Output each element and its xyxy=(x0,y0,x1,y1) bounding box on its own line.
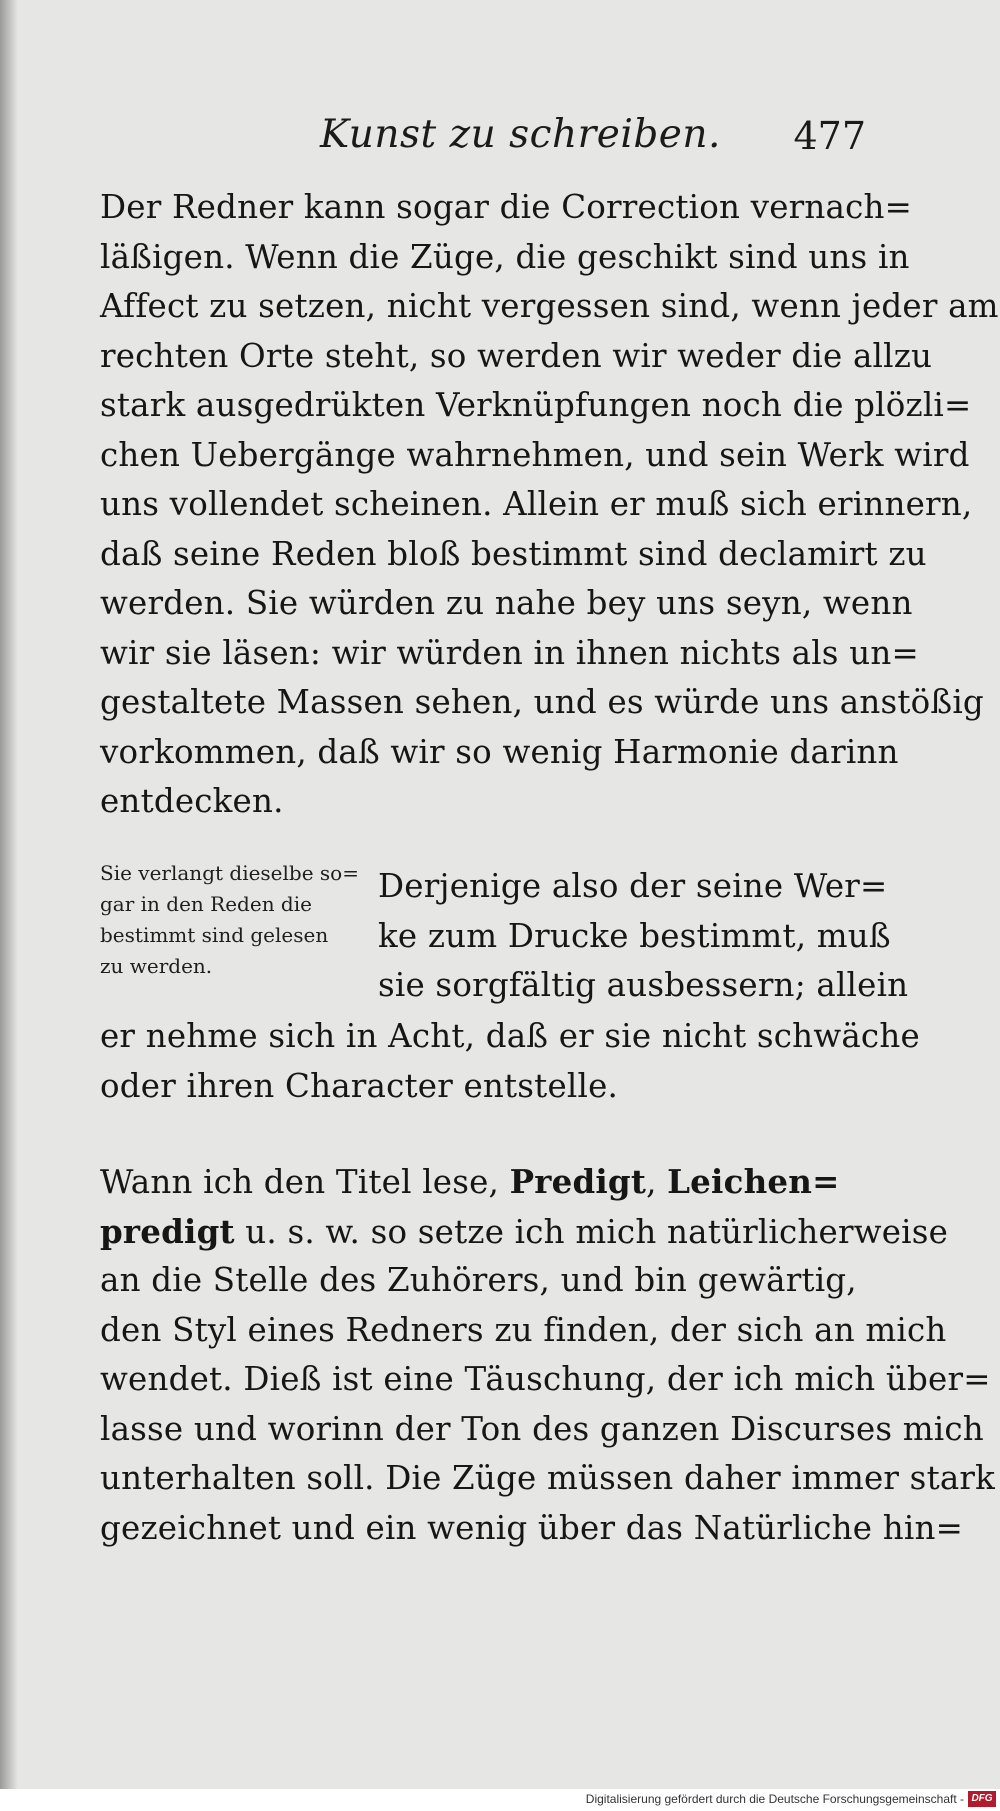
text-line: den Styl eines Redners zu finden, der sich an mich xyxy=(100,1310,947,1349)
text-line: Derjenige also der seine Wer= xyxy=(378,867,888,905)
digitization-footer xyxy=(0,1789,1000,1811)
paragraph-2 xyxy=(100,1012,920,1111)
margin-note-line: gar in den Reden die xyxy=(100,892,312,916)
text-line: lasse und worinn der Ton des ganzen Discurses mich xyxy=(100,1409,984,1448)
text-line: unterhalten soll. Die Züge müssen daher immer stark xyxy=(100,1459,996,1497)
text-line: stark ausgedrükten Verknüpfungen noch die plözli= xyxy=(100,386,972,424)
emphasis-leichen: Leichen= xyxy=(667,1162,840,1201)
text-line xyxy=(100,1157,995,1207)
text-line: wendet. Dieß ist eine Täuschung, der ich mich über= xyxy=(100,1360,991,1398)
text-line: chen Uebergänge wahrnehmen, und sein Werk wird xyxy=(100,435,970,474)
text-line: läßigen. Wenn die Züge, die geschikt sind uns in xyxy=(100,237,910,276)
text-line: entdecken. xyxy=(100,782,284,820)
text-line: an die Stelle des Zuhörers, und bin gewärtig, xyxy=(100,1261,857,1299)
text-line: rechten Orte steht, so werden wir weder die allzu xyxy=(100,336,933,375)
text-span: Wann ich den Titel lese, xyxy=(100,1163,510,1201)
text-line: sie sorgfältig ausbessern; allein xyxy=(378,966,909,1004)
text-line xyxy=(100,1207,995,1257)
page-number: 477 xyxy=(793,114,866,158)
text-line: Affect zu setzen, nicht vergessen sind, wenn jeder am xyxy=(100,287,999,325)
margin-note-line: bestimmt sind gelesen xyxy=(100,923,329,947)
margin-note-line: Sie verlangt dieselbe so= xyxy=(100,861,359,885)
text-line: ke zum Drucke bestimmt, muß xyxy=(378,916,891,955)
page-edge-shadow xyxy=(0,0,18,1811)
text-line: werden. Sie würden zu nahe bey uns seyn, wenn xyxy=(100,584,913,622)
emphasis-predigt: Predigt xyxy=(509,1162,647,1201)
running-title: Kunst zu schreiben. xyxy=(320,112,721,157)
dfg-logo: DFG xyxy=(968,1791,996,1807)
text-line: uns vollendet scheinen. Allein er muß sich erinnern, xyxy=(100,485,973,523)
text-span: , xyxy=(646,1163,668,1201)
text-line: daß seine Reden bloß bestimmt sind declamirt zu xyxy=(100,534,927,573)
margin-note-line: zu werden. xyxy=(100,954,213,978)
margin-note xyxy=(100,858,370,982)
text-line: gezeichnet und ein wenig über das Natürliche hin= xyxy=(100,1508,964,1547)
text-span: u. s. w. so setze ich mich natürlicherweise xyxy=(234,1212,949,1251)
paragraph-2-indented xyxy=(378,862,908,1011)
text-line: wir sie läsen: wir würden in ihnen nichts als un= xyxy=(100,633,919,672)
text-line: Der Redner kann sogar die Correction vernach= xyxy=(100,188,913,226)
text-line: oder ihren Character entstelle. xyxy=(100,1066,619,1105)
funding-credit: Digitalisierung gefördert durch die Deutsche Forschungsgemeinschaft - xyxy=(585,1792,964,1806)
paragraph-3 xyxy=(100,1157,995,1553)
emphasis-predigt: predigt xyxy=(100,1211,235,1251)
page-header xyxy=(320,112,880,172)
text-line: gestaltete Massen sehen, und es würde uns anstößig xyxy=(100,683,984,721)
text-line: er nehme sich in Acht, daß er sie nicht schwäche xyxy=(100,1017,920,1055)
paragraph-1 xyxy=(100,183,999,827)
text-line: vorkommen, daß wir so wenig Harmonie darinn xyxy=(100,732,899,771)
